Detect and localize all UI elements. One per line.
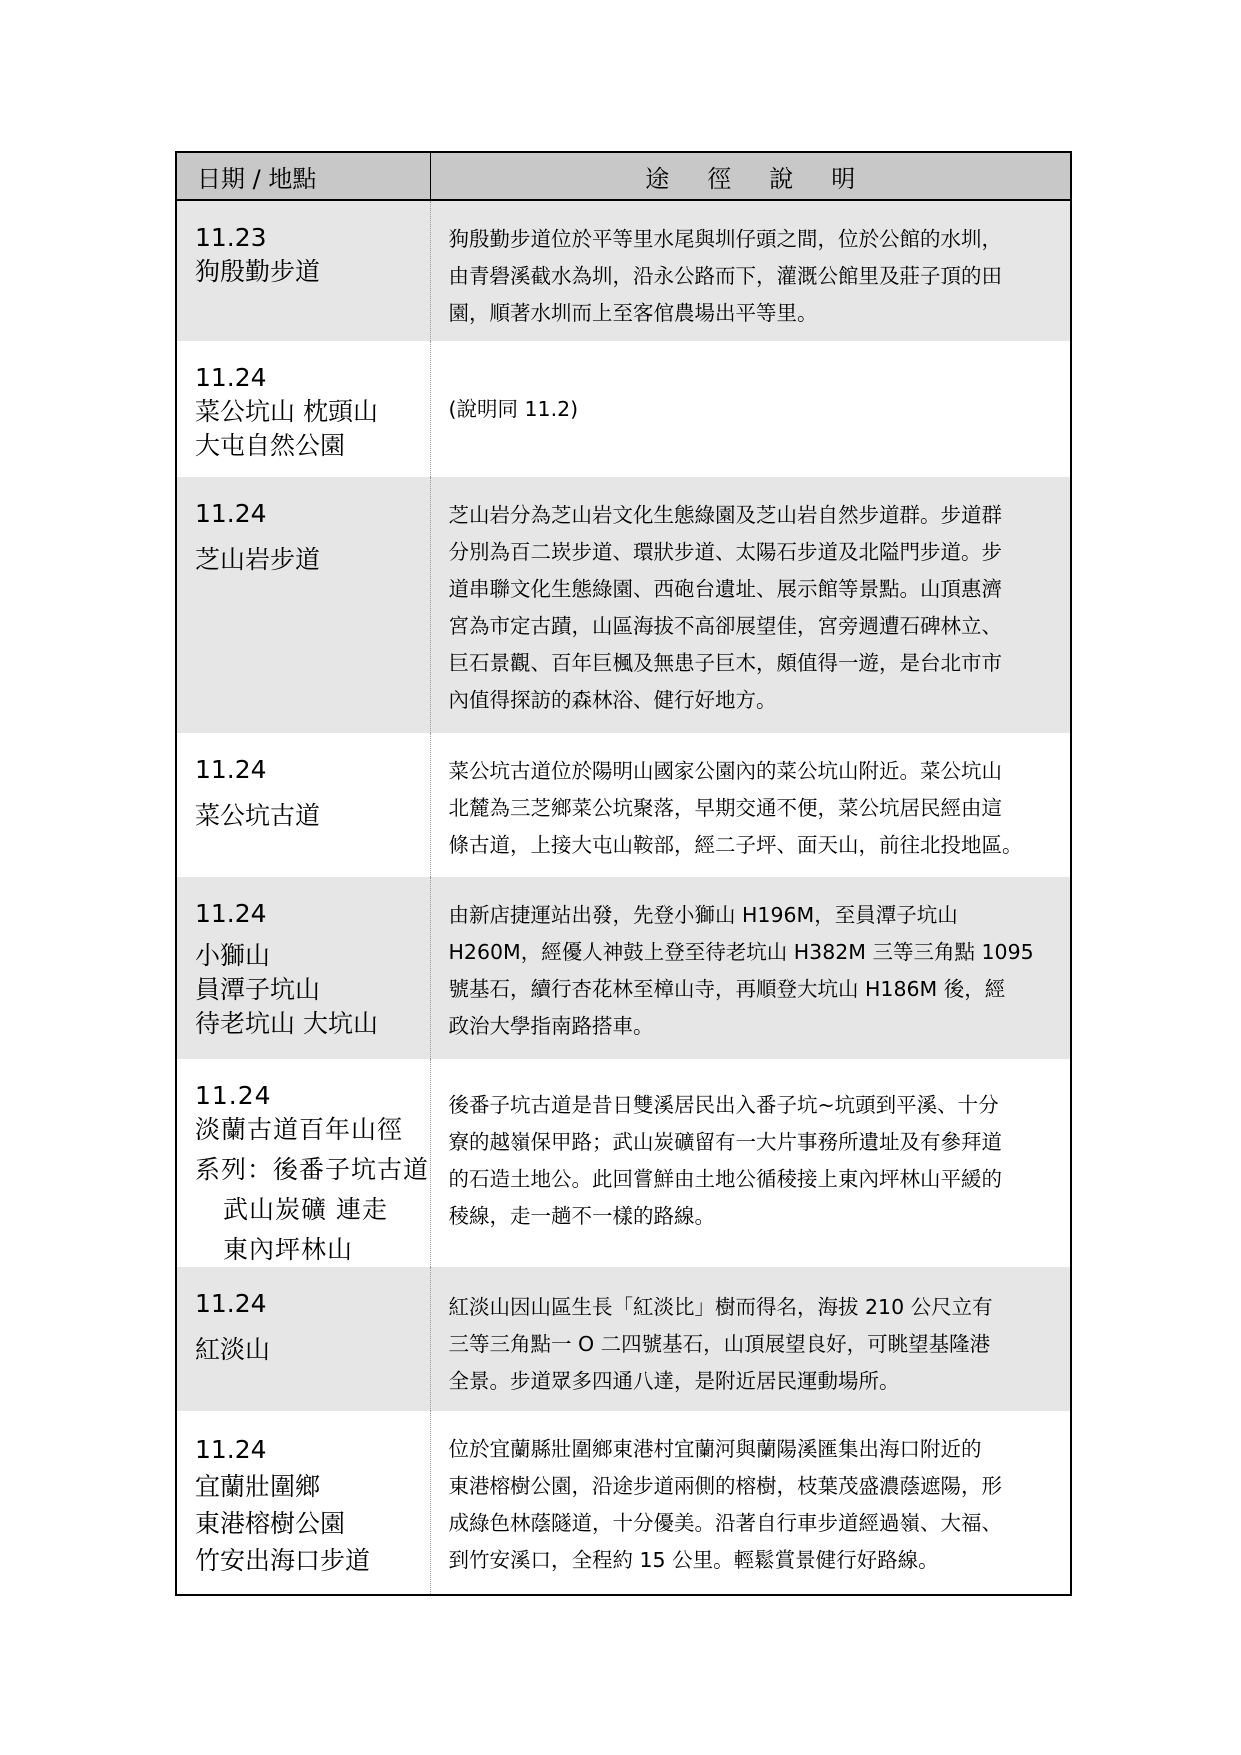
description-line: 由新店捷運站出發，先登小獅山 H196M，至員潭子坑山 [448, 903, 958, 927]
description-line: 狗殷勤步道位於平等里水尾與圳仔頭之間，位於公館的水圳， [448, 227, 1002, 251]
description-line: 成綠色林蔭隧道，十分優美。沿著自行車步道經過嶺、大福、 [448, 1511, 1002, 1535]
date-location-cell [177, 1267, 430, 1411]
row-date: 11.24 [195, 1289, 267, 1318]
date-location-cell [177, 341, 430, 477]
row-date: 11.24 [195, 499, 267, 528]
table-row [177, 1059, 1070, 1267]
row-date: 11.24 [195, 363, 267, 392]
description-line: 分別為百二崁步道、環狀步道、太陽石步道及北隘門步道。步 [448, 540, 1002, 564]
description-line: 位於宜蘭縣壯圍鄉東港村宜蘭河與蘭陽溪匯集出海口附近的 [448, 1437, 982, 1461]
description-line: 東港榕樹公園，沿途步道兩側的榕樹，枝葉茂盛濃蔭遮陽，形 [448, 1474, 1002, 1498]
header-date-location: 日期 / 地點 [177, 153, 430, 200]
description-cell [430, 1059, 1070, 1267]
row-date: 11.24 [195, 1081, 272, 1110]
description-line: 三等三角點一 O 二四號基石，山頂展望良好，可眺望基隆港 [448, 1332, 991, 1356]
row-place: 武山炭礦 連走 [223, 1195, 388, 1224]
table-header-row [177, 153, 1070, 200]
description-line: 全景。步道眾多四通八達，是附近居民運動場所。 [448, 1369, 900, 1393]
table-row [177, 877, 1070, 1059]
row-place: 東港榕樹公園 [195, 1509, 346, 1538]
row-place: 小獅山 [195, 941, 271, 970]
description-cell [430, 341, 1070, 477]
row-date: 11.23 [195, 223, 267, 252]
table-row [177, 1411, 1070, 1594]
date-location-cell [177, 477, 430, 733]
description-line: 芝山岩分為芝山岩文化生態綠園及芝山岩自然步道群。步道群 [448, 503, 1002, 527]
description-cell [430, 1411, 1070, 1594]
table-row [177, 341, 1070, 477]
table-row [177, 477, 1070, 733]
itinerary-table [175, 151, 1072, 1596]
date-location-cell [177, 200, 430, 341]
row-place: 員潭子坑山 [195, 975, 321, 1004]
description-line: 政治大學指南路搭車。 [448, 1014, 654, 1038]
row-place: 菜公坑山 枕頭山 [195, 397, 378, 426]
description-cell [430, 733, 1070, 877]
date-location-cell [177, 1411, 430, 1594]
description-line: H260M，經優人神鼓上登至待老坑山 H382M 三等三角點 1095 [448, 940, 1034, 964]
description-line: 號基石，續行杏花林至樟山寺，再順登大坑山 H186M 後，經 [448, 977, 1006, 1001]
row-place: 芝山岩步道 [195, 545, 321, 574]
row-place: 竹安出海口步道 [195, 1546, 371, 1575]
row-place: 宜蘭壯圍鄉 [195, 1472, 321, 1501]
description-cell [430, 877, 1070, 1059]
row-place: 紅淡山 [195, 1335, 271, 1364]
description-line: 道串聯文化生態綠園、西砲台遺址、展示館等景點。山頂惠濟 [448, 577, 1002, 601]
description-line: 後番子坑古道是昔日雙溪居民出入番子坑~坑頭到平溪、十分 [448, 1093, 999, 1117]
row-place: 待老坑山 大坑山 [195, 1009, 378, 1038]
row-date: 11.24 [195, 899, 267, 928]
description-line: 稜線，走一趟不一樣的路線。 [448, 1204, 715, 1228]
description-line: 巨石景觀、百年巨楓及無患子巨木，頗值得一遊，是台北市市 [448, 651, 1002, 675]
description-line: 園，順著水圳而上至客倌農場出平等里。 [448, 301, 818, 325]
row-place: 大屯自然公園 [195, 431, 346, 460]
description-line: 到竹安溪口，全程約 15 公里。輕鬆賞景健行好路線。 [448, 1548, 939, 1572]
table-row [177, 733, 1070, 877]
row-place: 淡蘭古道百年山徑 [195, 1115, 404, 1144]
row-place: 菜公坑古道 [195, 801, 321, 830]
date-location-cell [177, 877, 430, 1059]
row-date: 11.24 [195, 1435, 267, 1464]
description-line: (說明同 11.2) [448, 396, 579, 421]
description-line: 內值得探訪的森林浴、健行好地方。 [448, 688, 777, 712]
table-row [177, 200, 1070, 341]
description-line: 紅淡山因山區生長「紅淡比」樹而得名，海拔 210 公尺立有 [448, 1295, 993, 1319]
header-route-description: 途徑說明 [430, 153, 1070, 200]
description-line: 的石造土地公。此回嘗鮮由土地公循稜接上東內坪林山平緩的 [448, 1167, 1002, 1191]
date-location-cell [177, 733, 430, 877]
description-cell [430, 200, 1070, 341]
row-date: 11.24 [195, 755, 267, 784]
row-place: 東內坪林山 [223, 1235, 354, 1264]
description-line: 北麓為三芝鄉菜公坑聚落，早期交通不便，菜公坑居民經由這 [448, 796, 1002, 820]
description-line: 條古道，上接大屯山鞍部，經二子坪、面天山，前往北投地區。 [448, 833, 1023, 857]
description-line: 宮為市定古蹟，山區海拔不高卻展望佳，宮旁週遭石碑林立、 [448, 614, 1002, 638]
row-place: 狗殷勤步道 [195, 257, 321, 286]
description-line: 寮的越嶺保甲路；武山炭礦留有一大片事務所遺址及有參拜道 [448, 1130, 1002, 1154]
table-row [177, 1267, 1070, 1411]
description-cell [430, 1267, 1070, 1411]
description-cell [430, 477, 1070, 733]
description-line: 菜公坑古道位於陽明山國家公園內的菜公坑山附近。菜公坑山 [448, 759, 1002, 783]
row-place: 系列：後番子坑古道 [195, 1155, 430, 1184]
date-location-cell [177, 1059, 430, 1267]
description-line: 由青礐溪截水為圳，沿永公路而下，灌溉公館里及莊子頂的田 [448, 264, 1002, 288]
